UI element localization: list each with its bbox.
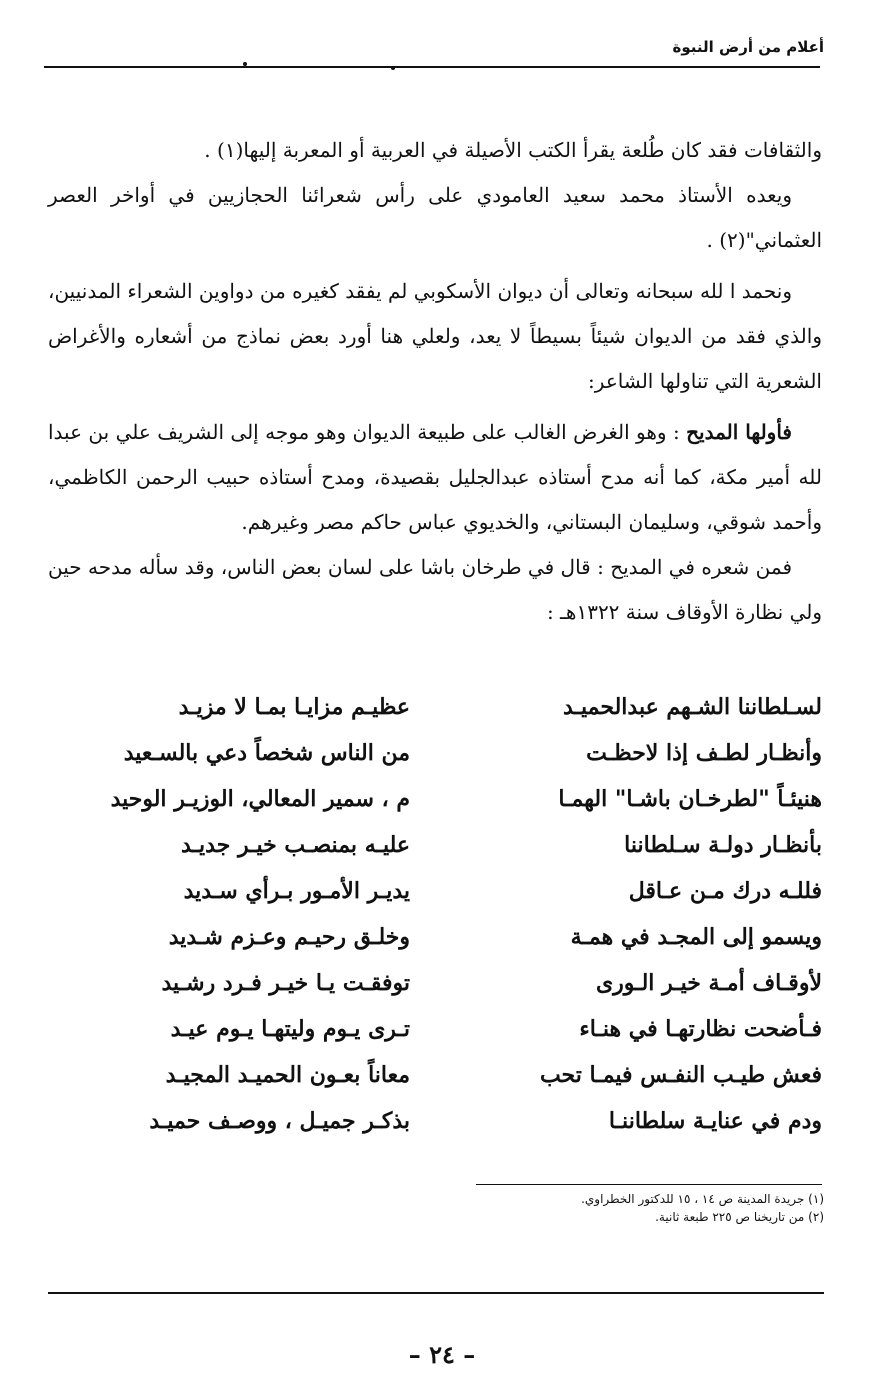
verse xyxy=(80,868,822,914)
verse-second-hemistich: معاناً بعـون الحميـد المجيـد xyxy=(165,1062,410,1088)
paragraph: ونحمد ا لله سبحانه وتعالى أن ديوان الأسكوبي لم يفقد كغيره من دواوين الشعراء المدنيين، والذي فقد من الديوان شيئاً بسيطاً لا يعد، ولعلي هنا أورد بعض نماذج من أشعاره والأغراض الشعرية التي تناولها الشاعر: xyxy=(48,279,822,393)
verse-second-hemistich: عليـه بمنصـب خيـر جديـد xyxy=(181,832,410,858)
verse-second-hemistich: تـرى يـوم وليتهـا يـوم عيـد xyxy=(170,1016,410,1042)
header-rule xyxy=(44,66,820,68)
paragraph xyxy=(48,410,822,545)
verse-second-hemistich: م ، سمير المعالي، الوزيـر الوحيد xyxy=(110,786,410,812)
verse-first-hemistich: ويسمو إلى المجـد في همـة xyxy=(570,924,822,950)
section-heading: فأولها المديح xyxy=(686,420,792,444)
paragraph: ويعده الأستاذ محمد سعيد العامودي على رأس شعرائنا الحجازيين في أواخر العصر العثماني"(٢) . xyxy=(48,183,822,252)
footnote: (١) جريدة المدينة ص ١٤ ، ١٥ للدكتور الخطراوي. xyxy=(581,1192,824,1206)
verse-first-hemistich: فللـه درك مـن عـاقل xyxy=(628,878,822,904)
paragraph-text: : وهو الغرض الغالب على طبيعة الديوان وهو موجه إلى الشريف علي بن عبدا لله أمير مكة، كما أنه مدح أستاذه عبدالجليل بقصيدة، ومدح أستاذه حبيب الرحمن الكاظمي، وأحمد شوقي، وسليمان البستاني، والخديوي عباس حاكم مصر وغيرهم. xyxy=(48,420,822,534)
verse-first-hemistich: بأنظـار دولـة سـلطاننا xyxy=(624,832,822,858)
print-speck xyxy=(243,62,247,66)
verse xyxy=(80,960,822,1006)
footnote-rule xyxy=(476,1184,822,1185)
poem xyxy=(80,684,822,1144)
verse xyxy=(80,684,822,730)
body-text xyxy=(48,128,822,635)
verse-second-hemistich: من الناس شخصاً دعي بالسـعيد xyxy=(123,740,410,766)
running-header: أعلام من أرض النبوة xyxy=(672,38,824,56)
verse xyxy=(80,1052,822,1098)
verse-first-hemistich: لسـلطاننا الشـهم عبدالحميـد xyxy=(563,694,822,720)
verse xyxy=(80,1006,822,1052)
verse xyxy=(80,914,822,960)
verse xyxy=(80,730,822,776)
verse-first-hemistich: وأنظـار لطـف إذا لاحظـت xyxy=(586,740,822,766)
footnotes xyxy=(404,1190,824,1226)
verse-first-hemistich: فعش طيـب النفـس فيمـا تحب xyxy=(539,1062,822,1088)
verse-second-hemistich: توفقـت يـا خيـر فـرد رشـيد xyxy=(161,970,410,996)
print-speck xyxy=(391,66,395,70)
paragraph: فمن شعره في المديح : قال في طرخان باشا على لسان بعض الناس، وقد سأله مدحه حين ولي نظارة الأوقاف سنة ١٣٢٢هـ : xyxy=(48,555,822,624)
verse-first-hemistich: هنيئـاً "لطرخـان باشـا" الهمـا xyxy=(558,786,822,812)
verse xyxy=(80,822,822,868)
verse xyxy=(80,776,822,822)
verse-first-hemistich: لأوقـاف أمـة خيـر الـورى xyxy=(595,970,822,996)
verse-second-hemistich: بذكـر جميـل ، ووصـف حميـد xyxy=(149,1108,410,1134)
footer-rule xyxy=(48,1292,824,1294)
verse-second-hemistich: يديـر الأمـور بـرأي سـديد xyxy=(183,878,410,904)
footnote: (٢) من تاريخنا ص ٢٢٥ طبعة ثانية. xyxy=(655,1210,824,1224)
verse-second-hemistich: عظيـم مزايـا بمـا لا مزيـد xyxy=(178,694,410,720)
paragraph: والثقافات فقد كان طُلعة يقرأ الكتب الأصيلة في العربية أو المعربة إليها(١) . xyxy=(204,138,822,162)
page-number: – ٢٤ – xyxy=(408,1340,476,1369)
verse-second-hemistich: وخلـق رحيـم وعـزم شـديد xyxy=(168,924,410,950)
verse-first-hemistich: فـأضحت نظارتهـا في هنـاء xyxy=(579,1016,822,1042)
verse xyxy=(80,1098,822,1144)
verse-first-hemistich: ودم في عنايـة سلطاننـا xyxy=(608,1108,822,1134)
